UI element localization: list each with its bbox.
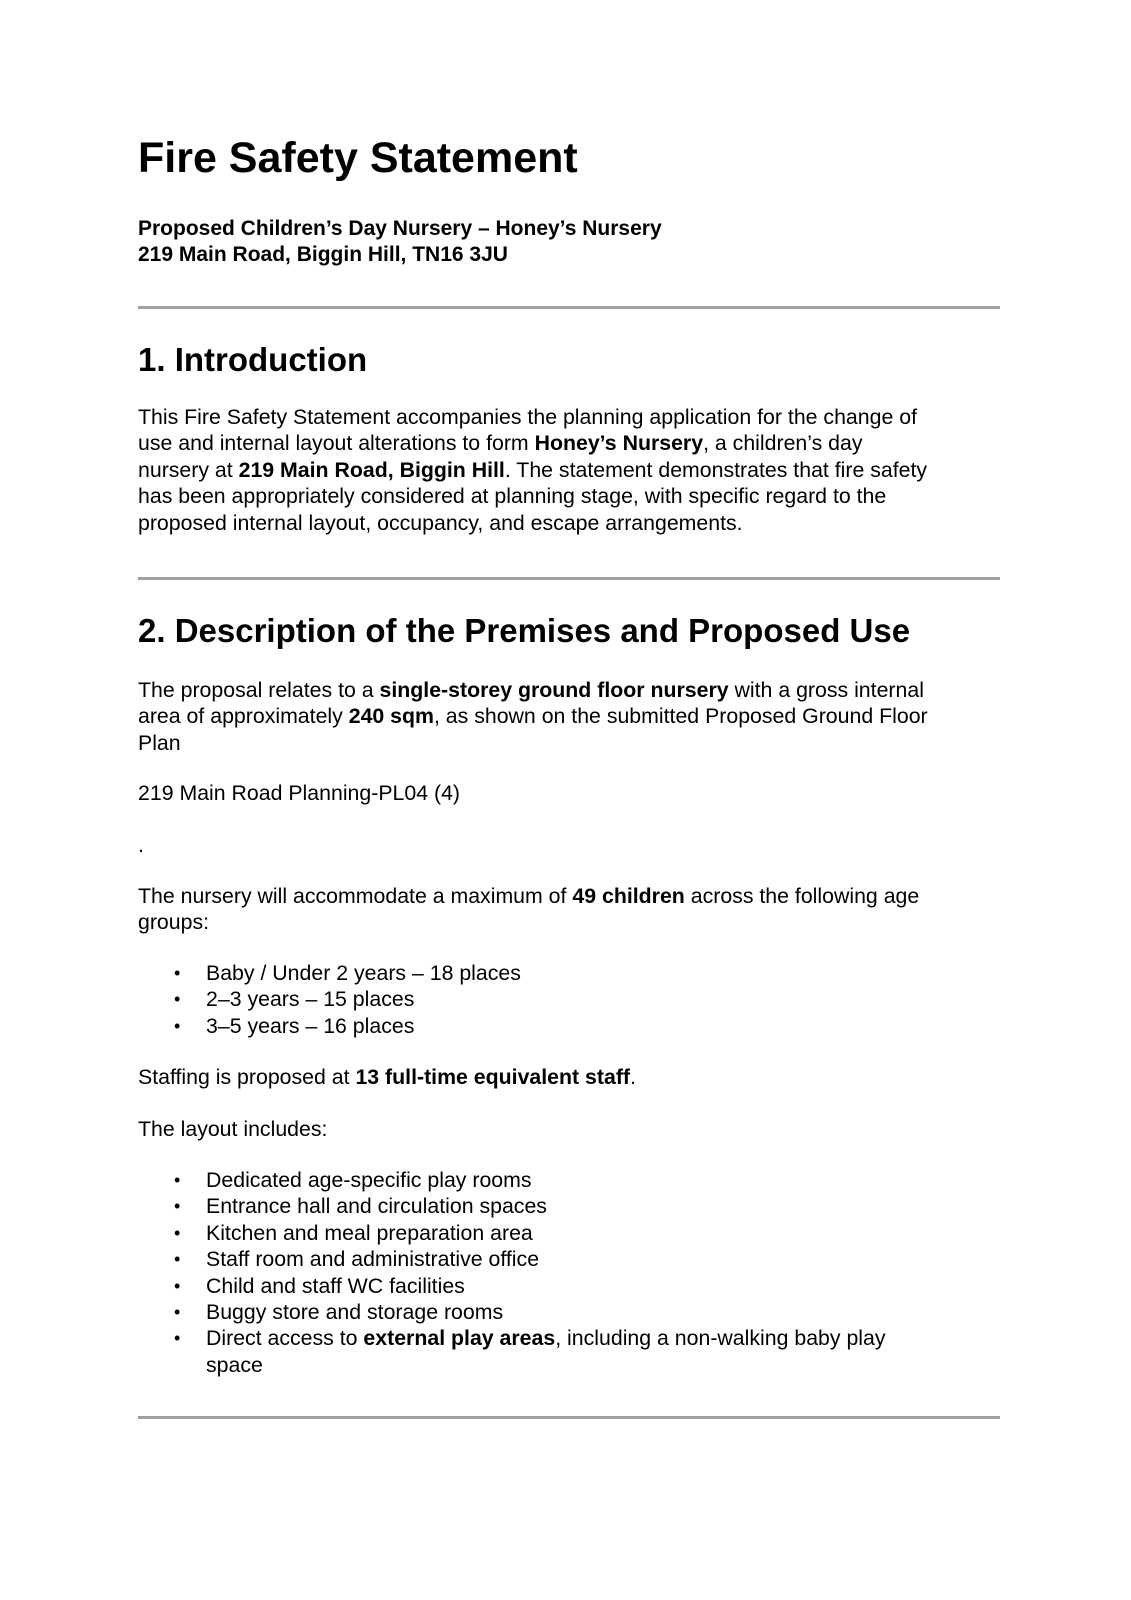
layout-intro: The layout includes: — [138, 1117, 328, 1141]
subtitle-address: 219 Main Road, Biggin Hill, TN16 3JU — [138, 243, 508, 266]
list-item: • Entrance hall and circulation spaces — [138, 1193, 1000, 1219]
capacity-paragraph: The nursery will accommodate a maximum of 49 children across the following age groups: — [138, 884, 920, 935]
stray-dot: . — [138, 833, 144, 857]
list-item: • Buggy store and storage rooms — [138, 1299, 1000, 1325]
age-groups-list — [138, 960, 1000, 1039]
list-item: • Kitchen and meal preparation area — [138, 1220, 1000, 1246]
list-item: • Child and staff WC facilities — [138, 1273, 1000, 1299]
list-item: • 3–5 years – 16 places — [138, 1013, 1000, 1039]
list-item: • Direct access to external play areas, including a non-walking baby play space — [138, 1325, 1000, 1378]
subtitle — [138, 216, 662, 268]
introduction-paragraph: This Fire Safety Statement accompanies the planning application for the change of use and internal layout alterations to form Honey’s Nursery, a children’s day nursery at 219 Main Road, Biggin Hill. The statement demonstrates that fire safety has been appropriately considered at planning stage, with specific regard to the proposed internal layout, occupancy, and escape arrangements. — [138, 405, 928, 535]
subtitle-project: Proposed Children’s Day Nursery – Honey’s Nursery — [138, 217, 662, 240]
list-item: • Baby / Under 2 years – 18 places — [138, 960, 1000, 986]
layout-list — [138, 1167, 1000, 1378]
divider — [138, 306, 1000, 309]
list-item: • Staff room and administrative office — [138, 1246, 1000, 1272]
page-title: Fire Safety Statement — [138, 134, 578, 182]
section-2-heading: 2. Description of the Premises and Proposed Use — [138, 612, 911, 649]
list-item: • Dedicated age-specific play rooms — [138, 1167, 1000, 1193]
section-1-heading: 1. Introduction — [138, 341, 368, 378]
divider — [138, 1416, 1000, 1419]
list-item: • 2–3 years – 15 places — [138, 986, 1000, 1012]
proposal-paragraph: The proposal relates to a single-storey ground floor nursery with a gross internal area of approximately 240 sqm, as shown on the submitted Proposed Ground Floor Plan — [138, 678, 928, 755]
drawing-reference: 219 Main Road Planning-PL04 (4) — [138, 781, 461, 805]
staffing-paragraph: Staffing is proposed at 13 full-time equivalent staff. — [138, 1065, 636, 1089]
divider — [138, 577, 1000, 580]
